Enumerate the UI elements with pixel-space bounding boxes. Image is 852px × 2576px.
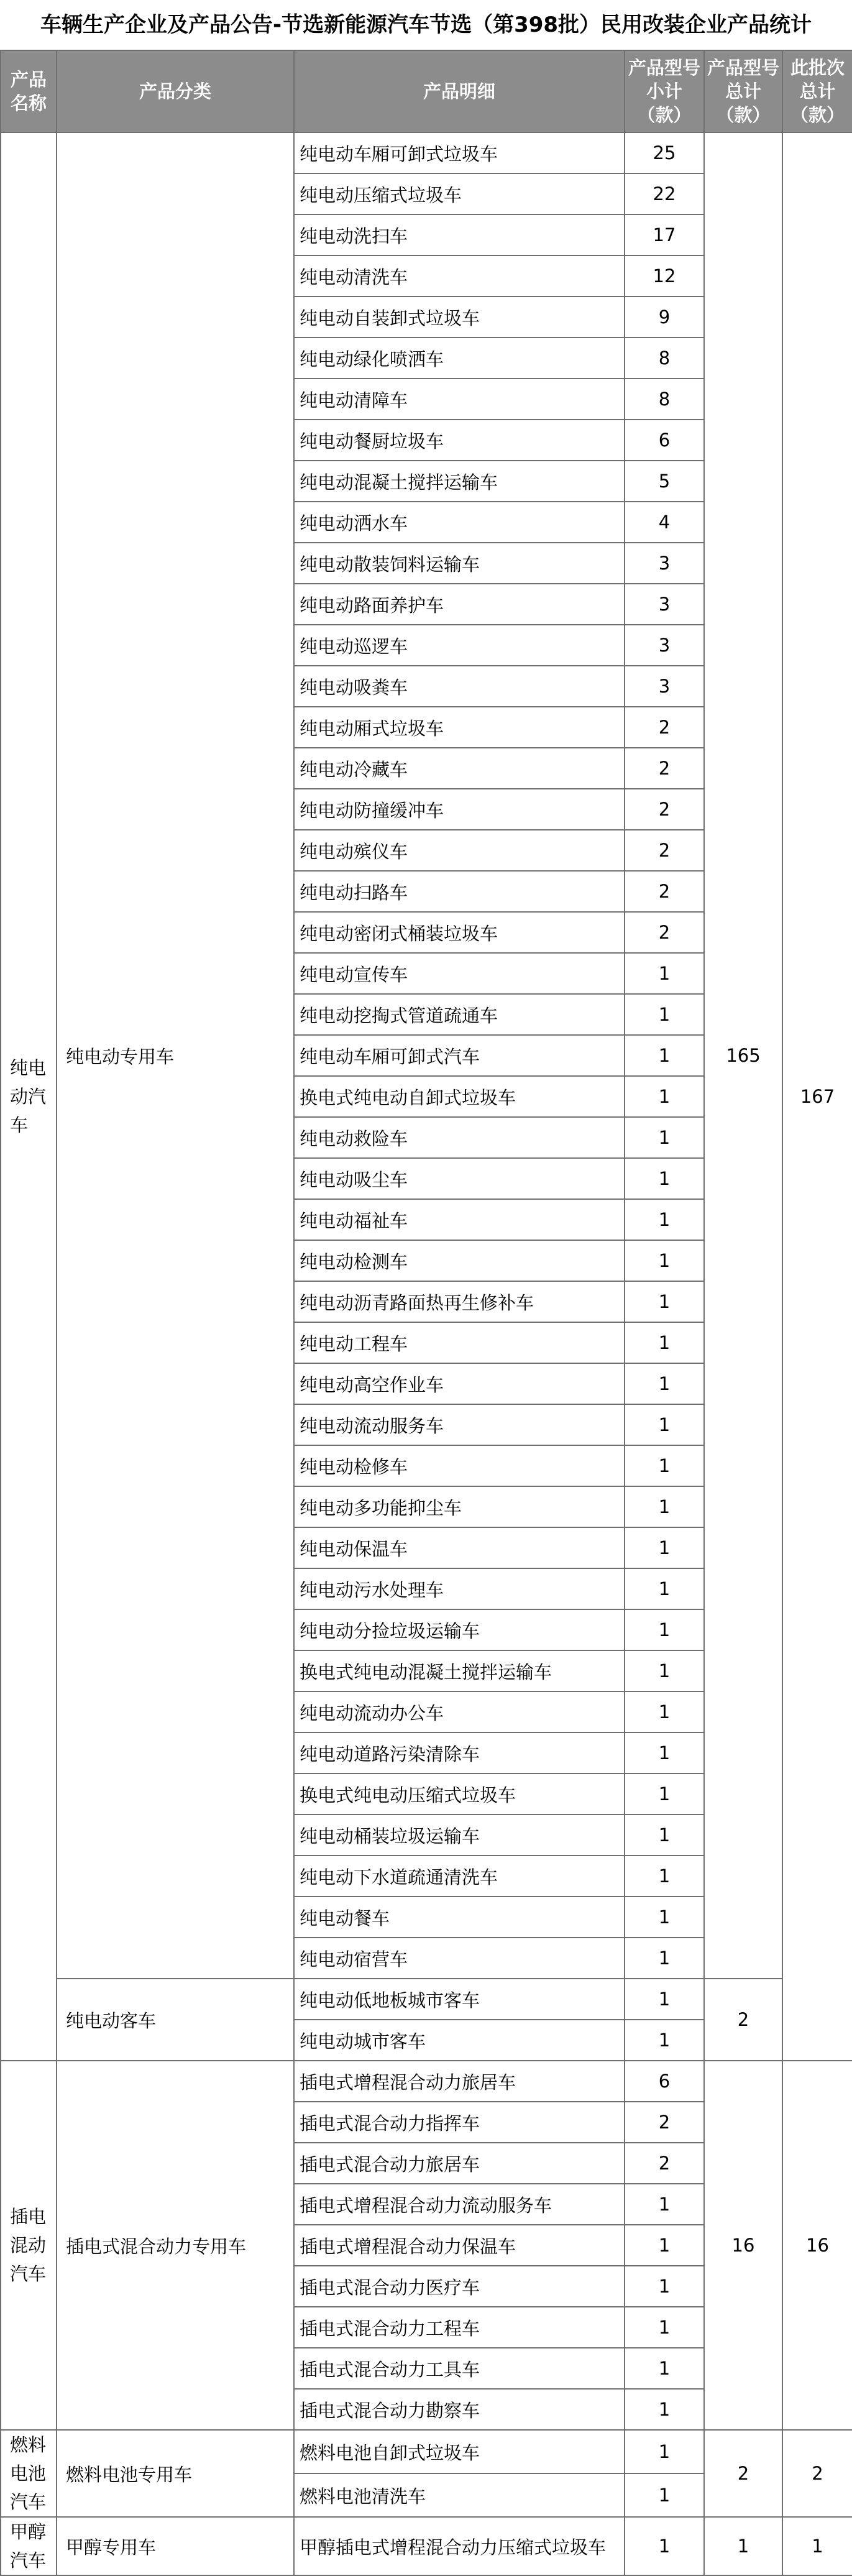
- model-subtotal-cell: 1: [625, 2020, 704, 2061]
- model-subtotal-cell: 1: [625, 1527, 704, 1568]
- header-product-category: 产品分类: [57, 50, 294, 132]
- product-detail-cell: 纯电动散装饲料运输车: [294, 543, 625, 584]
- model-subtotal-cell: 3: [625, 666, 704, 707]
- product-detail-cell: 纯电动桶装垃圾运输车: [294, 1815, 625, 1856]
- model-subtotal-cell: 1: [625, 1609, 704, 1650]
- product-detail-cell: 纯电动宣传车: [294, 953, 625, 994]
- model-subtotal-cell: 2: [625, 789, 704, 830]
- table-row: [1, 2430, 852, 2473]
- product-detail-cell: 插电式混合动力工具车: [294, 2348, 625, 2389]
- model-subtotal-cell: 1: [625, 1240, 704, 1281]
- table-row: [1, 2061, 852, 2102]
- product-detail-cell: 纯电动分捡垃圾运输车: [294, 1609, 625, 1650]
- batch-total-cell: 16: [782, 2061, 852, 2430]
- model-subtotal-cell: 1: [625, 1076, 704, 1117]
- product-detail-cell: 纯电动厢式垃圾车: [294, 707, 625, 748]
- model-subtotal-cell: 4: [625, 502, 704, 543]
- model-subtotal-cell: 1: [625, 1404, 704, 1445]
- product-detail-cell: 纯电动吸粪车: [294, 666, 625, 707]
- model-subtotal-cell: 1: [625, 1322, 704, 1363]
- header-model-subtotal: 产品型号小计（款）: [625, 50, 704, 132]
- model-subtotal-cell: 1: [625, 1691, 704, 1732]
- model-subtotal-cell: 2: [625, 830, 704, 871]
- model-subtotal-cell: 6: [625, 420, 704, 461]
- model-subtotal-cell: 2: [625, 707, 704, 748]
- product-detail-cell: 换电式纯电动压缩式垃圾车: [294, 1773, 625, 1815]
- model-total-cell: 16: [704, 2061, 782, 2430]
- model-subtotal-cell: 1: [625, 1117, 704, 1158]
- product-detail-cell: 纯电动洗扫车: [294, 214, 625, 255]
- model-subtotal-cell: 1: [625, 1281, 704, 1322]
- product-name-cell: 燃料电池汽车: [1, 2430, 57, 2517]
- product-detail-cell: 插电式混合动力旅居车: [294, 2143, 625, 2184]
- model-subtotal-cell: 3: [625, 584, 704, 625]
- product-name-cell: 插电混动汽车: [1, 2061, 57, 2430]
- product-category-cell: 纯电动专用车: [57, 132, 294, 1979]
- product-category-cell: 纯电动客车: [57, 1979, 294, 2061]
- product-detail-cell: 燃料电池清洗车: [294, 2473, 625, 2517]
- model-subtotal-cell: 1: [625, 2184, 704, 2225]
- model-subtotal-cell: 25: [625, 132, 704, 173]
- product-detail-cell: 插电式混合动力勘察车: [294, 2389, 625, 2430]
- model-total-cell: 2: [704, 2430, 782, 2517]
- model-subtotal-cell: 1: [625, 1650, 704, 1691]
- model-subtotal-cell: 1: [625, 1035, 704, 1076]
- product-detail-cell: 纯电动检测车: [294, 1240, 625, 1281]
- model-subtotal-cell: 1: [625, 1363, 704, 1404]
- model-subtotal-cell: 1: [625, 1938, 704, 1979]
- page-title: 车辆生产企业及产品公告-节选新能源汽车节选（第398批）民用改装企业产品统计: [40, 12, 812, 37]
- model-subtotal-cell: 1: [625, 2266, 704, 2307]
- product-detail-cell: 纯电动沥青路面热再生修补车: [294, 1281, 625, 1322]
- model-subtotal-cell: 1: [625, 1815, 704, 1856]
- model-subtotal-cell: 1: [625, 2389, 704, 2430]
- product-detail-cell: 插电式增程混合动力旅居车: [294, 2061, 625, 2102]
- product-detail-cell: 纯电动路面养护车: [294, 584, 625, 625]
- product-detail-cell: 纯电动挖掏式管道疏通车: [294, 994, 625, 1035]
- product-detail-cell: 纯电动密闭式桶装垃圾车: [294, 912, 625, 953]
- product-category-cell: 甲醇专用车: [57, 2517, 294, 2575]
- model-subtotal-cell: 1: [625, 2517, 704, 2575]
- model-subtotal-cell: 1: [625, 953, 704, 994]
- product-detail-cell: 纯电动流动办公车: [294, 1691, 625, 1732]
- product-name-cell: 纯电动汽车: [1, 132, 57, 2061]
- header-product-name: 产品名称: [1, 50, 57, 132]
- product-detail-cell: 插电式混合动力工程车: [294, 2307, 625, 2348]
- model-subtotal-cell: 1: [625, 2430, 704, 2473]
- product-category-cell: 插电式混合动力专用车: [57, 2061, 294, 2430]
- product-detail-cell: 纯电动高空作业车: [294, 1363, 625, 1404]
- product-detail-cell: 纯电动流动服务车: [294, 1404, 625, 1445]
- header-model-total: 产品型号总计（款）: [704, 50, 782, 132]
- table-row: [1, 1979, 852, 2020]
- product-detail-cell: 插电式增程混合动力流动服务车: [294, 2184, 625, 2225]
- model-subtotal-cell: 2: [625, 748, 704, 789]
- product-detail-cell: 纯电动多功能抑尘车: [294, 1486, 625, 1527]
- model-subtotal-cell: 17: [625, 214, 704, 255]
- model-subtotal-cell: 6: [625, 2061, 704, 2102]
- product-detail-cell: 插电式增程混合动力保温车: [294, 2225, 625, 2266]
- table-body: [1, 132, 852, 2575]
- batch-total-cell: 2: [782, 2430, 852, 2517]
- product-detail-cell: 甲醇插电式增程混合动力压缩式垃圾车: [294, 2517, 625, 2575]
- header-row: [1, 50, 852, 132]
- product-detail-cell: 插电式混合动力医疗车: [294, 2266, 625, 2307]
- product-detail-cell: 纯电动餐厨垃圾车: [294, 420, 625, 461]
- product-detail-cell: 纯电动餐车: [294, 1897, 625, 1938]
- product-detail-cell: 纯电动救险车: [294, 1117, 625, 1158]
- product-detail-cell: 纯电动巡逻车: [294, 625, 625, 666]
- product-detail-cell: 纯电动道路污染清除车: [294, 1732, 625, 1773]
- product-detail-cell: 纯电动吸尘车: [294, 1158, 625, 1199]
- product-detail-cell: 换电式纯电动混凝土搅拌运输车: [294, 1650, 625, 1691]
- product-detail-cell: 纯电动清洗车: [294, 255, 625, 297]
- table-row: [1, 132, 852, 173]
- product-category-cell: 燃料电池专用车: [57, 2430, 294, 2517]
- model-subtotal-cell: 1: [625, 1979, 704, 2020]
- product-detail-cell: 纯电动福祉车: [294, 1199, 625, 1240]
- product-detail-cell: 纯电动车厢可卸式汽车: [294, 1035, 625, 1076]
- product-detail-cell: 纯电动自装卸式垃圾车: [294, 297, 625, 338]
- product-detail-cell: 插电式混合动力指挥车: [294, 2102, 625, 2143]
- model-subtotal-cell: 8: [625, 338, 704, 379]
- product-detail-cell: 纯电动城市客车: [294, 2020, 625, 2061]
- model-subtotal-cell: 1: [625, 1773, 704, 1815]
- header-product-detail: 产品明细: [294, 50, 625, 132]
- model-subtotal-cell: 1: [625, 1199, 704, 1240]
- product-detail-cell: 纯电动下水道疏通清洗车: [294, 1856, 625, 1897]
- model-total-cell: 2: [704, 1979, 782, 2061]
- model-subtotal-cell: 1: [625, 1897, 704, 1938]
- header-batch-total: 此批次总计（款）: [782, 50, 852, 132]
- model-subtotal-cell: 1: [625, 1158, 704, 1199]
- product-detail-cell: 纯电动防撞缓冲车: [294, 789, 625, 830]
- stats-table: [0, 50, 852, 2576]
- table-header: [1, 50, 852, 132]
- product-detail-cell: 纯电动扫路车: [294, 871, 625, 912]
- model-subtotal-cell: 2: [625, 2102, 704, 2143]
- model-subtotal-cell: 8: [625, 379, 704, 420]
- model-subtotal-cell: 5: [625, 461, 704, 502]
- model-subtotal-cell: 22: [625, 173, 704, 214]
- product-detail-cell: 纯电动检修车: [294, 1445, 625, 1486]
- model-subtotal-cell: 1: [625, 994, 704, 1035]
- model-subtotal-cell: 1: [625, 1486, 704, 1527]
- product-detail-cell: 纯电动清障车: [294, 379, 625, 420]
- product-detail-cell: 纯电动洒水车: [294, 502, 625, 543]
- model-subtotal-cell: 1: [625, 2307, 704, 2348]
- product-detail-cell: 纯电动宿营车: [294, 1938, 625, 1979]
- model-subtotal-cell: 12: [625, 255, 704, 297]
- model-subtotal-cell: 1: [625, 2473, 704, 2517]
- model-subtotal-cell: 1: [625, 1568, 704, 1609]
- product-detail-cell: 纯电动保温车: [294, 1527, 625, 1568]
- model-subtotal-cell: 1: [625, 1856, 704, 1897]
- model-subtotal-cell: 1: [625, 2225, 704, 2266]
- product-detail-cell: 纯电动殡仪车: [294, 830, 625, 871]
- product-detail-cell: 纯电动污水处理车: [294, 1568, 625, 1609]
- batch-total-cell: 167: [782, 132, 852, 2061]
- product-detail-cell: 纯电动冷藏车: [294, 748, 625, 789]
- model-subtotal-cell: 3: [625, 625, 704, 666]
- model-subtotal-cell: 2: [625, 912, 704, 953]
- product-detail-cell: 燃料电池自卸式垃圾车: [294, 2430, 625, 2473]
- product-detail-cell: 纯电动工程车: [294, 1322, 625, 1363]
- product-detail-cell: 纯电动压缩式垃圾车: [294, 173, 625, 214]
- model-subtotal-cell: 3: [625, 543, 704, 584]
- model-subtotal-cell: 2: [625, 871, 704, 912]
- product-detail-cell: 纯电动低地板城市客车: [294, 1979, 625, 2020]
- model-total-cell: 1: [704, 2517, 782, 2575]
- table-row: [1, 2517, 852, 2575]
- product-name-cell: 甲醇汽车: [1, 2517, 57, 2575]
- model-subtotal-cell: 1: [625, 1732, 704, 1773]
- model-subtotal-cell: 9: [625, 297, 704, 338]
- model-total-cell: 165: [704, 132, 782, 1979]
- batch-total-cell: 1: [782, 2517, 852, 2575]
- product-detail-cell: 换电式纯电动自卸式垃圾车: [294, 1076, 625, 1117]
- model-subtotal-cell: 1: [625, 2348, 704, 2389]
- product-detail-cell: 纯电动混凝土搅拌运输车: [294, 461, 625, 502]
- model-subtotal-cell: 2: [625, 2143, 704, 2184]
- product-detail-cell: 纯电动车厢可卸式垃圾车: [294, 132, 625, 173]
- model-subtotal-cell: 1: [625, 1445, 704, 1486]
- product-detail-cell: 纯电动绿化喷洒车: [294, 338, 625, 379]
